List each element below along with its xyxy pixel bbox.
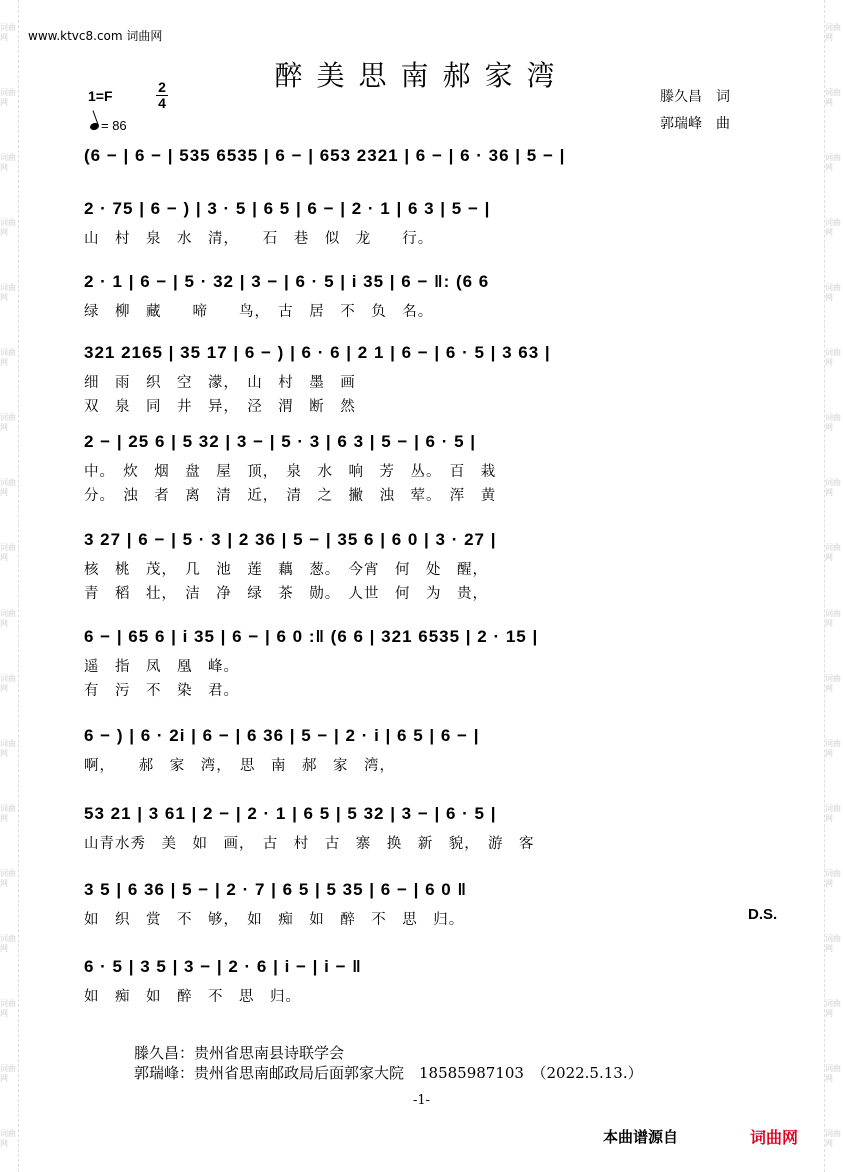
quarter-note-icon — [89, 122, 100, 132]
stave-notes: 6 · 5 | 3 5 | 3 − | 2 · 6 | i − | i − ‖ — [84, 957, 362, 976]
stave-lyrics-verse1: 绿 柳 藏 啼 鸟， 古 居 不 负 名。 — [84, 304, 434, 320]
brand-logo[interactable]: 词曲网 — [750, 1128, 799, 1147]
watermark-left: 词曲网 词曲网 词曲网 词曲网 词曲网 词曲网 词曲网 词曲网 词曲网 词曲网 词曲网 词曲网 词曲网 词曲网 词曲网 词曲网 词曲网 词曲网 — [0, 0, 19, 1172]
footer-composer-info: 郭瑞峰：贵州省思南邮政局后面郭家大院 18585987103 （2022.5.13.） — [134, 1064, 643, 1082]
page-number: -1- — [412, 1093, 431, 1108]
stave-notes: 53 21 | 3 61 | 2 − | 2 · 1 | 6 5 | 5 32 | 3 − | 6 · 5 | — [84, 804, 497, 823]
stave-lyrics-verse2: 双 泉 同 井 异， 泾 渭 断 然 — [84, 399, 356, 415]
stave-notes: 3 27 | 6 − | 5 · 3 | 2 36 | 5 − | 35 6 | 6 0 | 3 · 27 | — [84, 530, 497, 549]
source-label: 本曲谱源自 — [603, 1128, 679, 1146]
stave-notes: 2 · 1 | 6 − | 5 · 32 | 3 − | 6 · 5 | i 35 | 6 − ‖: (6 6 — [84, 272, 490, 291]
stave-lyrics-verse1: 如 织 赏 不 够， 如 痴 如 醉 不 思 归。 — [84, 912, 465, 928]
stave-notes: 2 − | 25 6 | 5 32 | 3 − | 5 · 3 | 6 3 | 5 − | 6 · 5 | — [84, 432, 477, 451]
song-title: 醉美思南郝家湾 — [274, 59, 569, 92]
stave-lyrics-verse1: 中。 炊 烟 盘 屋 顶， 泉 水 响 芳 丛。 百 栽 — [84, 464, 497, 480]
stave-notes: 6 − ) | 6 · 2i | 6 − | 6 36 | 5 − | 2 · i | 6 5 | 6 − | — [84, 726, 480, 745]
time-signature: 2 4 — [156, 80, 168, 111]
stave-lyrics-verse1: 细 雨 织 空 濛， 山 村 墨 画 — [84, 375, 356, 391]
stave-notes: 6 − | 65 6 | i 35 | 6 − | 6 0 :‖ (6 6 | 321 6535 | 2 · 15 | — [84, 627, 539, 646]
stave-lyrics-verse1: 啊， 郝 家 湾， 思 南 郝 家 湾， — [84, 758, 395, 774]
stave-lyrics-verse1: 如 痴 如 醉 不 思 归。 — [84, 989, 301, 1005]
watermark-right: 词曲网 词曲网 词曲网 词曲网 词曲网 词曲网 词曲网 词曲网 词曲网 词曲网 词曲网 词曲网 词曲网 词曲网 词曲网 词曲网 词曲网 词曲网 — [824, 0, 843, 1172]
stave-lyrics-verse2: 青 稻 壮， 洁 净 绿 茶 勋。 人世 何 为 贵， — [84, 586, 488, 602]
tempo-marking: = 86 — [90, 118, 127, 133]
stave-notes: 3 5 | 6 36 | 5 − | 2 · 7 | 6 5 | 5 35 | 6 − | 6 0 ‖ — [84, 880, 467, 899]
dal-segno-mark: D.S. — [748, 906, 778, 923]
stave-lyrics-verse2: 分。 浊 者 离 清 近， 清 之 撇 浊 荤。 浑 黄 — [84, 488, 497, 504]
stave-lyrics-verse1: 核 桃 茂， 几 池 莲 藕 葱。 今宵 何 处 醒， — [84, 562, 488, 578]
stave-notes: 2 · 75 | 6 − ) | 3 · 5 | 6 5 | 6 − | 2 · 1 | 6 3 | 5 − | — [84, 199, 491, 218]
stave-notes: 321 2165 | 35 17 | 6 − ) | 6 · 6 | 2 1 | 6 − | 6 · 5 | 3 63 | — [84, 343, 551, 362]
key-signature: 1=F — [88, 88, 113, 104]
composer-credit: 郭瑞峰 曲 — [660, 116, 730, 132]
stave-lyrics-verse2: 有 污 不 染 君。 — [84, 683, 239, 699]
stave-notes: (6 − | 6 − | 535 6535 | 6 − | 653 2321 | 6 − | 6 · 36 | 5 − | — [84, 146, 566, 165]
stave-lyrics-verse1: 遥 指 凤 凰 峰。 — [84, 659, 239, 675]
stave-lyrics-verse1: 山 村 泉 水 清， 石 巷 似 龙 行。 — [84, 231, 434, 247]
lyricist-credit: 滕久昌 词 — [660, 89, 730, 105]
site-url[interactable]: www.ktvc8.com 词曲网 — [28, 29, 163, 43]
stave-lyrics-verse1: 山青水秀 美 如 画， 古 村 古 寨 换 新 貌， 游 客 — [84, 836, 535, 852]
footer-lyricist-info: 滕久昌：贵州省思南县诗联学会 — [134, 1044, 345, 1062]
